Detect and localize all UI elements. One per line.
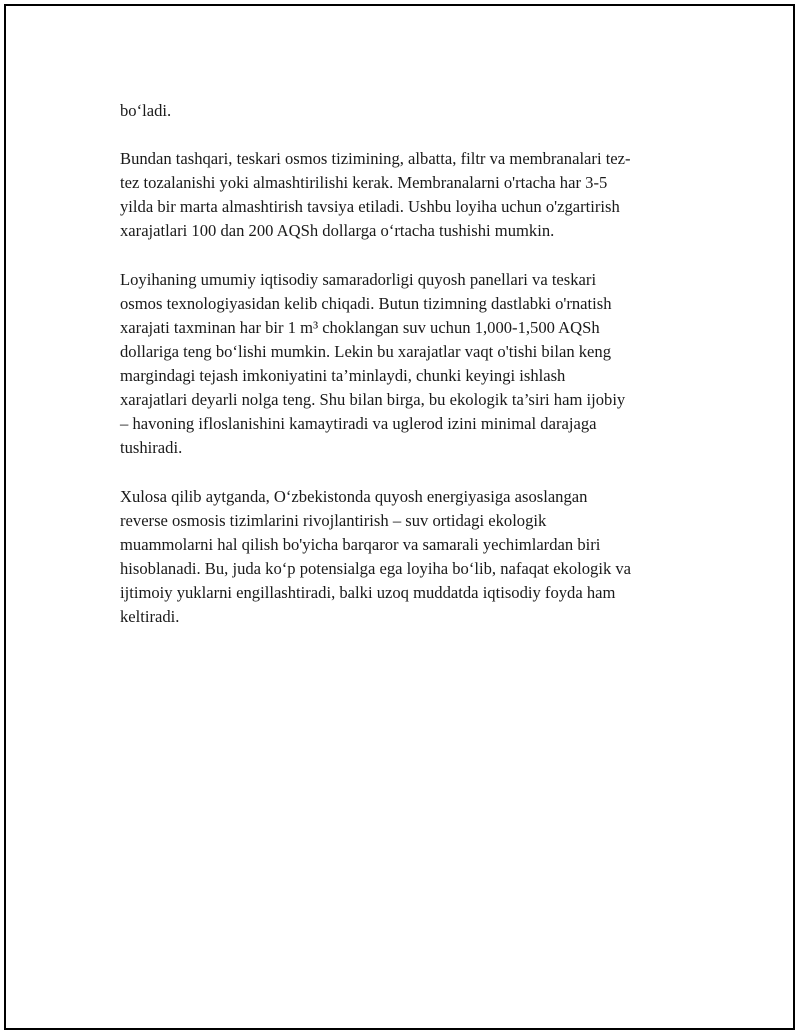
paragraph-continuation: bo‘ladi. [120, 101, 172, 120]
document-body [120, 99, 700, 653]
paragraph-economic-efficiency: Loyihaning umumiy iqtisodiy samaradorligi quyosh panellari va teskari osmos texnologiyasidan kelib chiqadi. Butun tizimning dastlabki o'rnatish xarajati taxminan har bir 1 m³ choklangan suv uchun 1,000-1,500 AQSh dollariga teng bo‘lishi mumkin. Lekin bu xarajatlar vaqt o'tishi bilan keng margindagi tejash imkoniyatini ta’minlaydi, chunki keyingi ishlash xarajatlari deyarli nolga teng. Shu bilan birga, bu ekologik ta’siri ham ijobiy – havoning ifloslanishini kamaytiradi va uglerod izini minimal darajaga tushiradi. [120, 269, 626, 458]
paragraph-conclusion: Xulosa qilib aytganda, O‘zbekistonda quyosh energiyasiga asoslangan reverse osmosis tizimlarini rivojlantirish – suv ortidagi ekologik muammolarni hal qilish bo'yicha barqaror va samarali yechimlardan biri hisoblanadi. Bu, juda ko‘p potensialga ega loyiha bo‘lib, nafaqat ekologik va ijtimoiy yuklarni engillashtiradi, balki uzoq muddatda iqtisodiy foyda ham keltiradi. [120, 486, 632, 626]
page-border [4, 4, 795, 1030]
paragraph-membrane-maintenance: Bundan tashqari, teskari osmos tizimining, albatta, filtr va membranalari tez- tez tozalanishi yoki almashtirilishi kerak. Membranalarni o'rtacha har 3-5 yilda bir marta almashtirish tavsiya etiladi. Ushbu loyiha uchun o'zgartirish xarajatlari 100 dan 200 AQSh dollarga o‘rtacha tushishi mumkin. [120, 149, 631, 241]
